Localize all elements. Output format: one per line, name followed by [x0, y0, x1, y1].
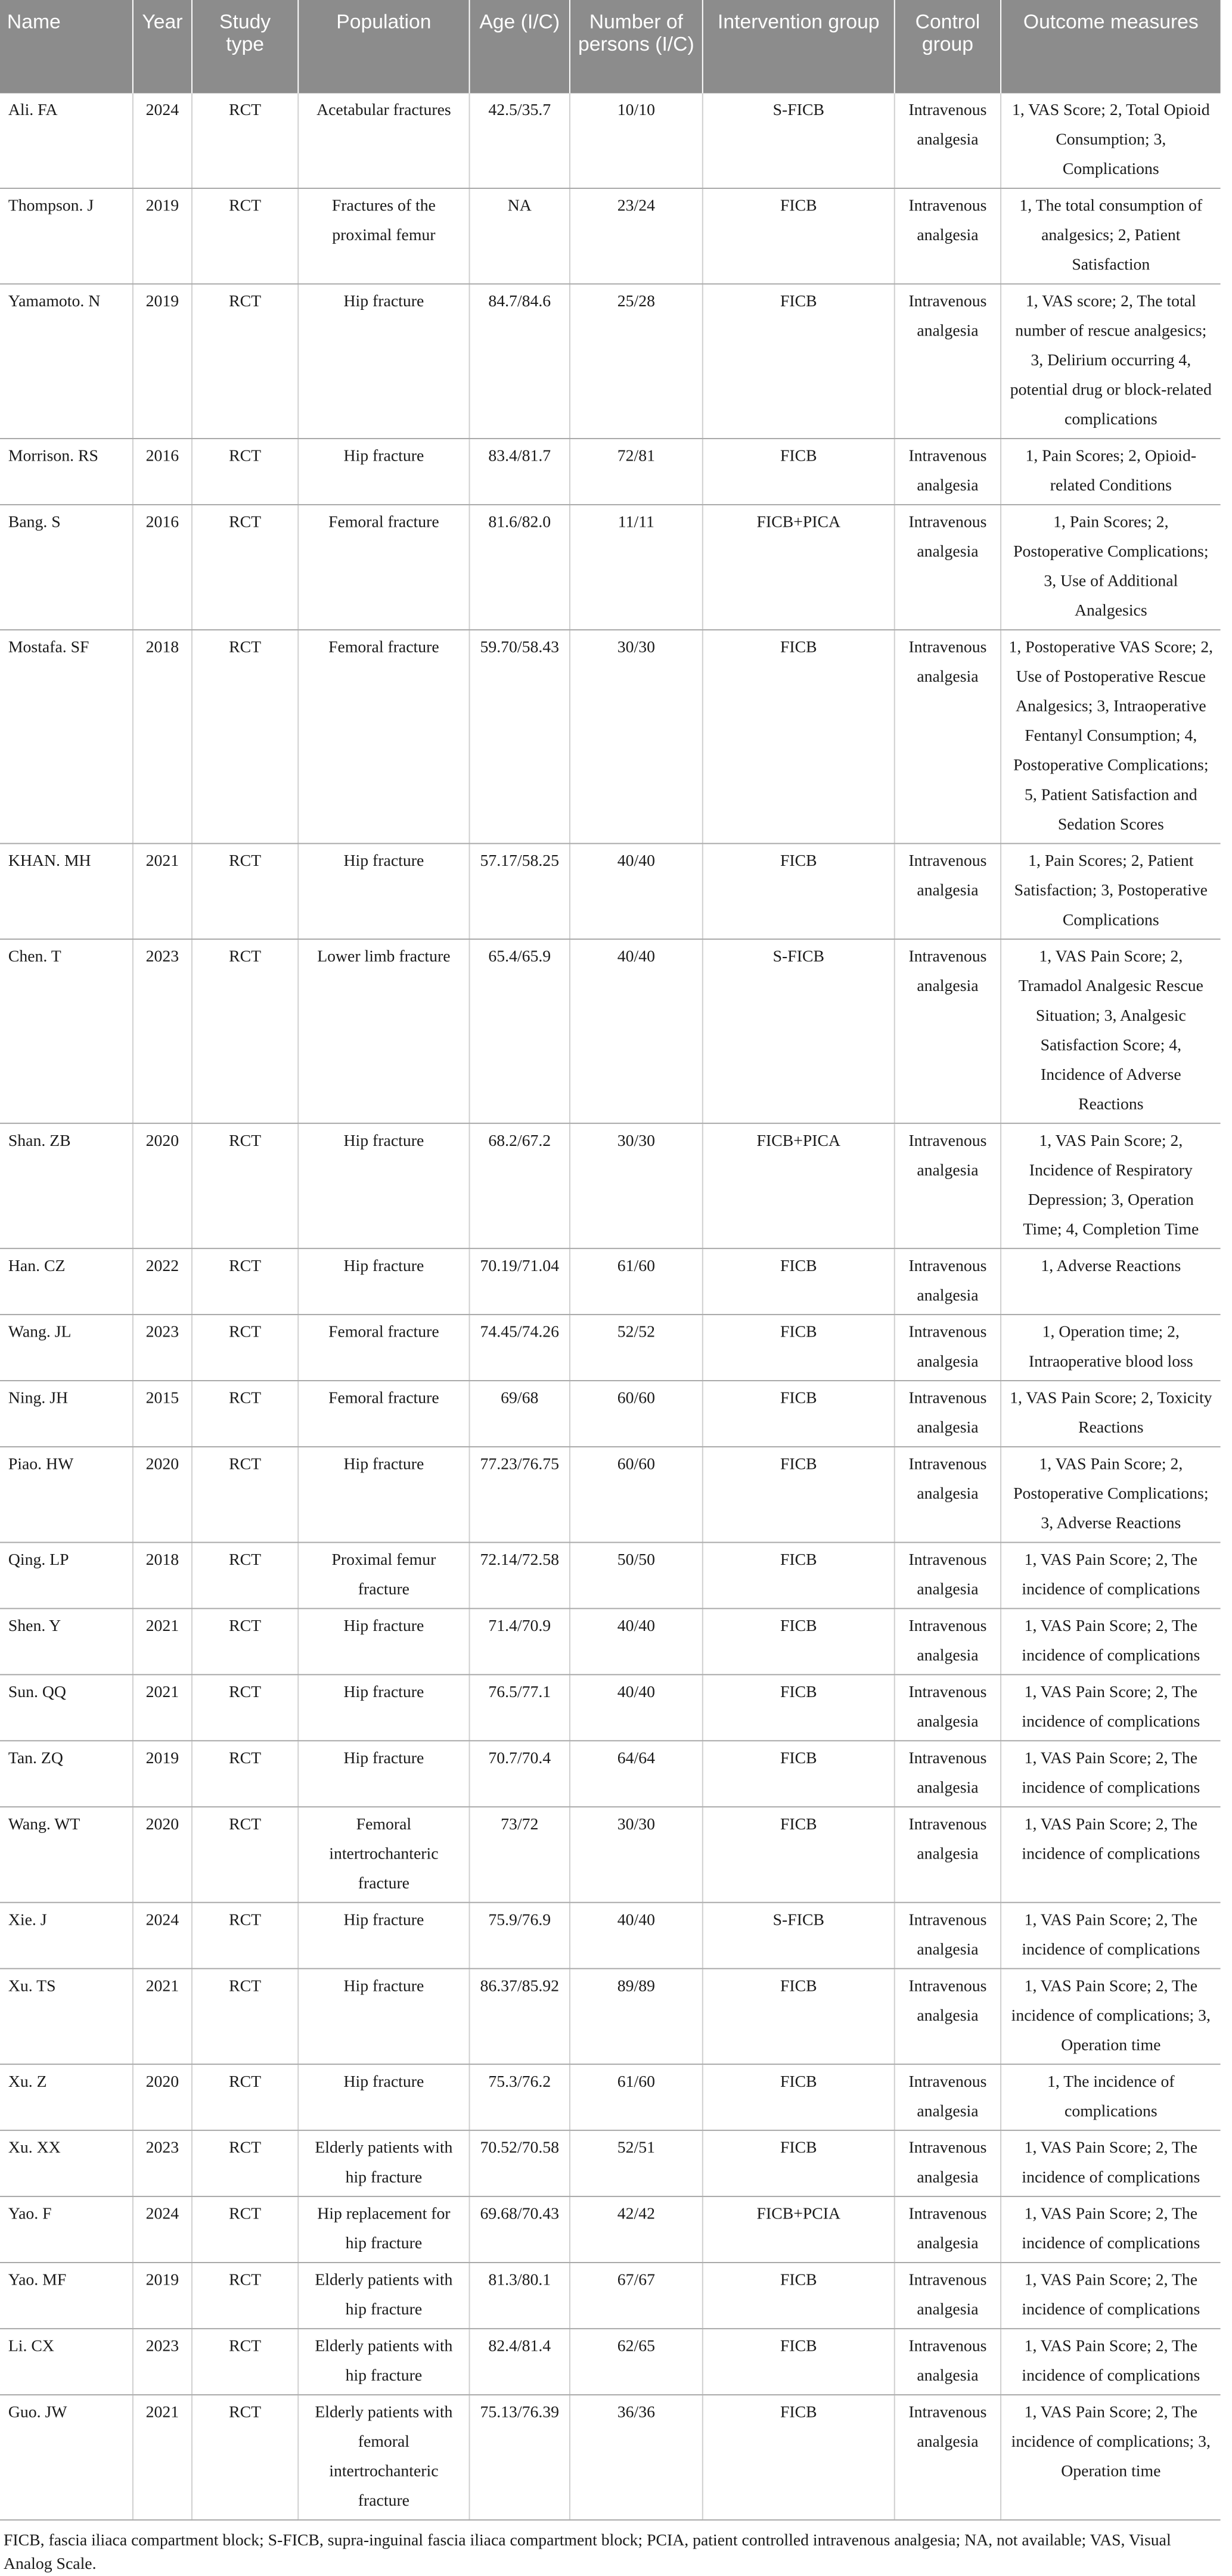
- table-row: [0, 1903, 1221, 1969]
- name-cell: Yao. MF: [0, 2263, 133, 2329]
- age-cell: 72.14/72.58: [470, 1542, 570, 1608]
- year-cell: 2021: [133, 1608, 192, 1674]
- name-cell: Qing. LP: [0, 1542, 133, 1608]
- name-cell: Han. CZ: [0, 1248, 133, 1315]
- name-cell: Yao. F: [0, 2196, 133, 2263]
- year-cell: 2018: [133, 1542, 192, 1608]
- name-cell: Shen. Y: [0, 1608, 133, 1674]
- population-cell: Hip fracture: [298, 1969, 469, 2064]
- table-row: [0, 505, 1221, 630]
- name-cell: Bang. S: [0, 505, 133, 630]
- control-cell: Intravenous analgesia: [895, 939, 1001, 1123]
- table-row: [0, 1315, 1221, 1381]
- age-cell: 77.23/76.75: [470, 1447, 570, 1542]
- name-cell: Thompson. J: [0, 188, 133, 284]
- age-cell: 75.9/76.9: [470, 1903, 570, 1969]
- table-row: [0, 1807, 1221, 1902]
- outcome-cell: 1, VAS Pain Score; 2, The incidence of complications: [1001, 1542, 1221, 1608]
- population-cell: Elderly patients with hip fracture: [298, 2263, 469, 2329]
- table-row: [0, 94, 1221, 188]
- name-cell: Yamamoto. N: [0, 284, 133, 439]
- persons-cell: 89/89: [570, 1969, 703, 2064]
- population-cell: Femoral fracture: [298, 630, 469, 844]
- population-cell: Hip fracture: [298, 439, 469, 505]
- table-row: [0, 1674, 1221, 1741]
- table-row: [0, 188, 1221, 284]
- control-cell: Intravenous analgesia: [895, 1123, 1001, 1248]
- outcome-cell: 1, VAS Pain Score; 2, Tramadol Analgesic Rescue Situation; 3, Analgesic Satisfaction Score; 4, Incidence of Adverse Reactions: [1001, 939, 1221, 1123]
- study-type-cell: RCT: [192, 939, 298, 1123]
- control-cell: Intravenous analgesia: [895, 1741, 1001, 1807]
- study-type-cell: RCT: [192, 94, 298, 188]
- intervention-cell: FICB: [703, 630, 895, 844]
- population-cell: Fractures of the proximal femur: [298, 188, 469, 284]
- intervention-cell: FICB: [703, 1741, 895, 1807]
- outcome-cell: 1, The incidence of complications: [1001, 2064, 1221, 2130]
- population-cell: Acetabular fractures: [298, 94, 469, 188]
- study-type-cell: RCT: [192, 2064, 298, 2130]
- intervention-cell: FICB+PICA: [703, 505, 895, 630]
- intervention-cell: FICB: [703, 1969, 895, 2064]
- year-cell: 2016: [133, 505, 192, 630]
- control-cell: Intravenous analgesia: [895, 2395, 1001, 2520]
- control-cell: Intravenous analgesia: [895, 1807, 1001, 1902]
- persons-cell: 67/67: [570, 2263, 703, 2329]
- name-cell: Wang. JL: [0, 1315, 133, 1381]
- year-cell: 2021: [133, 2395, 192, 2520]
- year-cell: 2023: [133, 1315, 192, 1381]
- outcome-cell: 1, VAS Pain Score; 2, The incidence of complications: [1001, 1674, 1221, 1741]
- age-cell: 74.45/74.26: [470, 1315, 570, 1381]
- year-cell: 2020: [133, 1447, 192, 1542]
- study-type-cell: RCT: [192, 1315, 298, 1381]
- table-row: [0, 2329, 1221, 2395]
- intervention-cell: FICB: [703, 2130, 895, 2196]
- control-cell: Intravenous analgesia: [895, 844, 1001, 939]
- control-cell: Intravenous analgesia: [895, 2196, 1001, 2263]
- age-cell: 83.4/81.7: [470, 439, 570, 505]
- table-row: [0, 630, 1221, 844]
- table-footnote: FICB, fascia iliaca compartment block; S-FICB, supra-inguinal fascia iliaca compartment block; PCIA, patient controlled intravenous analgesia; NA, not available; VAS, Visual Analog Scale.: [3, 2531, 1171, 2574]
- outcome-cell: 1, VAS Pain Score; 2, The incidence of complications; 3, Operation time: [1001, 1969, 1221, 2064]
- population-cell: Proximal femur fracture: [298, 1542, 469, 1608]
- table-row: [0, 1447, 1221, 1542]
- persons-cell: 23/24: [570, 188, 703, 284]
- intervention-cell: FICB: [703, 1381, 895, 1447]
- control-cell: Intravenous analgesia: [895, 1903, 1001, 1969]
- population-cell: Femoral fracture: [298, 1381, 469, 1447]
- intervention-cell: S-FICB: [703, 1903, 895, 1969]
- study-type-cell: RCT: [192, 284, 298, 439]
- control-cell: Intravenous analgesia: [895, 1447, 1001, 1542]
- population-cell: Hip fracture: [298, 2064, 469, 2130]
- study-type-cell: RCT: [192, 1969, 298, 2064]
- name-cell: Shan. ZB: [0, 1123, 133, 1248]
- intervention-cell: FICB: [703, 1674, 895, 1741]
- control-cell: Intravenous analgesia: [895, 1542, 1001, 1608]
- age-cell: 82.4/81.4: [470, 2329, 570, 2395]
- table-row: [0, 2196, 1221, 2263]
- study-type-cell: RCT: [192, 1807, 298, 1902]
- year-cell: 2023: [133, 2130, 192, 2196]
- name-cell: Tan. ZQ: [0, 1741, 133, 1807]
- persons-cell: 11/11: [570, 505, 703, 630]
- persons-cell: 60/60: [570, 1381, 703, 1447]
- control-cell: Intravenous analgesia: [895, 1674, 1001, 1741]
- name-cell: Chen. T: [0, 939, 133, 1123]
- control-cell: Intravenous analgesia: [895, 1381, 1001, 1447]
- intervention-cell: FICB: [703, 1447, 895, 1542]
- age-cell: 70.19/71.04: [470, 1248, 570, 1315]
- study-type-cell: RCT: [192, 188, 298, 284]
- intervention-cell: FICB: [703, 1248, 895, 1315]
- age-cell: 75.13/76.39: [470, 2395, 570, 2520]
- persons-cell: 10/10: [570, 94, 703, 188]
- intervention-cell: FICB: [703, 2263, 895, 2329]
- header-name: Name: [0, 0, 133, 94]
- intervention-cell: FICB: [703, 1315, 895, 1381]
- control-cell: Intravenous analgesia: [895, 1315, 1001, 1381]
- population-cell: Elderly patients with hip fracture: [298, 2329, 469, 2395]
- study-type-cell: RCT: [192, 1542, 298, 1608]
- control-cell: Intravenous analgesia: [895, 2064, 1001, 2130]
- name-cell: Xu. Z: [0, 2064, 133, 2130]
- year-cell: 2023: [133, 939, 192, 1123]
- age-cell: 42.5/35.7: [470, 94, 570, 188]
- name-cell: Xu. TS: [0, 1969, 133, 2064]
- table-row: [0, 844, 1221, 939]
- population-cell: Hip fracture: [298, 1741, 469, 1807]
- table-row: [0, 1542, 1221, 1608]
- name-cell: Ali. FA: [0, 94, 133, 188]
- age-cell: 65.4/65.9: [470, 939, 570, 1123]
- table-row: [0, 1969, 1221, 2064]
- intervention-cell: FICB: [703, 2395, 895, 2520]
- table-header-row: [0, 0, 1221, 94]
- study-type-cell: RCT: [192, 1903, 298, 1969]
- age-cell: 73/72: [470, 1807, 570, 1902]
- outcome-cell: 1, VAS Pain Score; 2, The incidence of complications: [1001, 2130, 1221, 2196]
- outcome-cell: 1, Pain Scores; 2, Postoperative Complications; 3, Use of Additional Analgesics: [1001, 505, 1221, 630]
- intervention-cell: FICB: [703, 284, 895, 439]
- study-type-cell: RCT: [192, 439, 298, 505]
- year-cell: 2019: [133, 188, 192, 284]
- population-cell: Hip fracture: [298, 844, 469, 939]
- year-cell: 2021: [133, 844, 192, 939]
- outcome-cell: 1, VAS Pain Score; 2, The incidence of complications; 3, Operation time: [1001, 2395, 1221, 2520]
- year-cell: 2020: [133, 1807, 192, 1902]
- persons-cell: 30/30: [570, 630, 703, 844]
- study-type-cell: RCT: [192, 2329, 298, 2395]
- intervention-cell: FICB: [703, 2064, 895, 2130]
- name-cell: Piao. HW: [0, 1447, 133, 1542]
- name-cell: Xie. J: [0, 1903, 133, 1969]
- study-type-cell: RCT: [192, 1674, 298, 1741]
- study-type-cell: RCT: [192, 2263, 298, 2329]
- age-cell: NA: [470, 188, 570, 284]
- population-cell: Lower limb fracture: [298, 939, 469, 1123]
- persons-cell: 36/36: [570, 2395, 703, 2520]
- age-cell: 70.52/70.58: [470, 2130, 570, 2196]
- age-cell: 81.6/82.0: [470, 505, 570, 630]
- age-cell: 86.37/85.92: [470, 1969, 570, 2064]
- outcome-cell: 1, VAS Pain Score; 2, The incidence of complications: [1001, 2263, 1221, 2329]
- name-cell: Ning. JH: [0, 1381, 133, 1447]
- year-cell: 2023: [133, 2329, 192, 2395]
- control-cell: Intravenous analgesia: [895, 94, 1001, 188]
- population-cell: Femoral fracture: [298, 505, 469, 630]
- study-type-cell: RCT: [192, 1248, 298, 1315]
- outcome-cell: 1, Pain Scores; 2, Patient Satisfaction; 3, Postoperative Complications: [1001, 844, 1221, 939]
- control-cell: Intravenous analgesia: [895, 2329, 1001, 2395]
- header-intervention-group: Intervention group: [703, 0, 895, 94]
- control-cell: Intravenous analgesia: [895, 1248, 1001, 1315]
- control-cell: Intravenous analgesia: [895, 1608, 1001, 1674]
- population-cell: Hip fracture: [298, 1674, 469, 1741]
- control-cell: Intravenous analgesia: [895, 2130, 1001, 2196]
- persons-cell: 72/81: [570, 439, 703, 505]
- persons-cell: 52/52: [570, 1315, 703, 1381]
- age-cell: 59.70/58.43: [470, 630, 570, 844]
- table-row: [0, 1248, 1221, 1315]
- outcome-cell: 1, VAS Pain Score; 2, The incidence of complications: [1001, 1608, 1221, 1674]
- table-row: [0, 1741, 1221, 1807]
- control-cell: Intravenous analgesia: [895, 188, 1001, 284]
- study-type-cell: RCT: [192, 844, 298, 939]
- study-type-cell: RCT: [192, 1447, 298, 1542]
- persons-cell: 42/42: [570, 2196, 703, 2263]
- control-cell: Intravenous analgesia: [895, 439, 1001, 505]
- year-cell: 2020: [133, 1123, 192, 1248]
- study-type-cell: RCT: [192, 2395, 298, 2520]
- intervention-cell: FICB: [703, 844, 895, 939]
- header-study-type: Study type: [192, 0, 298, 94]
- table-row: [0, 439, 1221, 505]
- control-cell: Intravenous analgesia: [895, 1969, 1001, 2064]
- population-cell: Femoral intertrochanteric fracture: [298, 1807, 469, 1902]
- persons-cell: 30/30: [570, 1807, 703, 1902]
- table-row: [0, 2263, 1221, 2329]
- name-cell: Sun. QQ: [0, 1674, 133, 1741]
- outcome-cell: 1, VAS Pain Score; 2, The incidence of complications: [1001, 1741, 1221, 1807]
- outcome-cell: 1, Operation time; 2, Intraoperative blood loss: [1001, 1315, 1221, 1381]
- age-cell: 84.7/84.6: [470, 284, 570, 439]
- study-type-cell: RCT: [192, 1741, 298, 1807]
- header-number-of-persons: Number of persons (I/C): [570, 0, 703, 94]
- persons-cell: 61/60: [570, 1248, 703, 1315]
- persons-cell: 40/40: [570, 939, 703, 1123]
- population-cell: Hip fracture: [298, 1123, 469, 1248]
- outcome-cell: 1, VAS Pain Score; 2, Postoperative Complications; 3, Adverse Reactions: [1001, 1447, 1221, 1542]
- persons-cell: 52/51: [570, 2130, 703, 2196]
- outcome-cell: 1, Pain Scores; 2, Opioid-related Conditions: [1001, 439, 1221, 505]
- table-row: [0, 1123, 1221, 1248]
- table-row: [0, 2130, 1221, 2196]
- study-type-cell: RCT: [192, 1381, 298, 1447]
- year-cell: 2019: [133, 2263, 192, 2329]
- study-type-cell: RCT: [192, 1123, 298, 1248]
- intervention-cell: FICB: [703, 2329, 895, 2395]
- study-type-cell: RCT: [192, 2196, 298, 2263]
- outcome-cell: 1, VAS Pain Score; 2, The incidence of complications: [1001, 1903, 1221, 1969]
- persons-cell: 30/30: [570, 1123, 703, 1248]
- outcome-cell: 1, VAS Pain Score; 2, The incidence of complications: [1001, 2196, 1221, 2263]
- intervention-cell: FICB: [703, 1807, 895, 1902]
- name-cell: KHAN. MH: [0, 844, 133, 939]
- population-cell: Hip fracture: [298, 1608, 469, 1674]
- name-cell: Guo. JW: [0, 2395, 133, 2520]
- outcome-cell: 1, Adverse Reactions: [1001, 1248, 1221, 1315]
- year-cell: 2021: [133, 1674, 192, 1741]
- header-population: Population: [298, 0, 469, 94]
- study-type-cell: RCT: [192, 1608, 298, 1674]
- intervention-cell: FICB+PICA: [703, 1123, 895, 1248]
- header-age: Age (I/C): [470, 0, 570, 94]
- intervention-cell: FICB: [703, 1608, 895, 1674]
- age-cell: 57.17/58.25: [470, 844, 570, 939]
- outcome-cell: 1, Postoperative VAS Score; 2, Use of Postoperative Rescue Analgesics; 3, Intraoperative Fentanyl Consumption; 4, Postoperative Complications; 5, Patient Satisfaction and Sedation Scores: [1001, 630, 1221, 844]
- header-control-group: Control group: [895, 0, 1001, 94]
- age-cell: 81.3/80.1: [470, 2263, 570, 2329]
- control-cell: Intravenous analgesia: [895, 284, 1001, 439]
- outcome-cell: 1, VAS Pain Score; 2, Incidence of Respiratory Depression; 3, Operation Time; 4, Completion Time: [1001, 1123, 1221, 1248]
- population-cell: Elderly patients with hip fracture: [298, 2130, 469, 2196]
- persons-cell: 62/65: [570, 2329, 703, 2395]
- study-type-cell: RCT: [192, 2130, 298, 2196]
- intervention-cell: FICB+PCIA: [703, 2196, 895, 2263]
- table-row: [0, 284, 1221, 439]
- population-cell: Hip fracture: [298, 284, 469, 439]
- persons-cell: 40/40: [570, 1903, 703, 1969]
- outcome-cell: 1, VAS Pain Score; 2, Toxicity Reactions: [1001, 1381, 1221, 1447]
- persons-cell: 25/28: [570, 284, 703, 439]
- table-row: [0, 1608, 1221, 1674]
- year-cell: 2024: [133, 94, 192, 188]
- year-cell: 2016: [133, 439, 192, 505]
- table-row: [0, 939, 1221, 1123]
- age-cell: 76.5/77.1: [470, 1674, 570, 1741]
- header-year: Year: [133, 0, 192, 94]
- age-cell: 70.7/70.4: [470, 1741, 570, 1807]
- outcome-cell: 1, VAS Pain Score; 2, The incidence of complications: [1001, 1807, 1221, 1902]
- persons-cell: 40/40: [570, 844, 703, 939]
- outcome-cell: 1, VAS score; 2, The total number of rescue analgesics; 3, Delirium occurring 4, potential drug or block-related complications: [1001, 284, 1221, 439]
- population-cell: Elderly patients with femoral intertrochanteric fracture: [298, 2395, 469, 2520]
- population-cell: Hip fracture: [298, 1903, 469, 1969]
- year-cell: 2022: [133, 1248, 192, 1315]
- age-cell: 69/68: [470, 1381, 570, 1447]
- name-cell: Xu. XX: [0, 2130, 133, 2196]
- header-outcome-measures: Outcome measures: [1023, 10, 1199, 33]
- outcome-cell: 1, The total consumption of analgesics; 2, Patient Satisfaction: [1001, 188, 1221, 284]
- age-cell: 68.2/67.2: [470, 1123, 570, 1248]
- table-row: [0, 1381, 1221, 1447]
- year-cell: 2024: [133, 2196, 192, 2263]
- outcome-cell: 1, VAS Score; 2, Total Opioid Consumption; 3, Complications: [1001, 94, 1221, 188]
- year-cell: 2020: [133, 2064, 192, 2130]
- control-cell: Intravenous analgesia: [895, 630, 1001, 844]
- outcome-cell: 1, VAS Pain Score; 2, The incidence of complications: [1001, 2329, 1221, 2395]
- table-body: [0, 94, 1221, 2520]
- persons-cell: 40/40: [570, 1674, 703, 1741]
- table-row: [0, 2064, 1221, 2130]
- name-cell: Morrison. RS: [0, 439, 133, 505]
- persons-cell: 50/50: [570, 1542, 703, 1608]
- year-cell: 2018: [133, 630, 192, 844]
- year-cell: 2015: [133, 1381, 192, 1447]
- population-cell: Hip replacement for hip fracture: [298, 2196, 469, 2263]
- year-cell: 2019: [133, 1741, 192, 1807]
- year-cell: 2024: [133, 1903, 192, 1969]
- age-cell: 71.4/70.9: [470, 1608, 570, 1674]
- intervention-cell: FICB: [703, 439, 895, 505]
- control-cell: Intravenous analgesia: [895, 505, 1001, 630]
- population-cell: Hip fracture: [298, 1447, 469, 1542]
- intervention-cell: FICB: [703, 188, 895, 284]
- age-cell: 69.68/70.43: [470, 2196, 570, 2263]
- table-row: [0, 2395, 1221, 2520]
- year-cell: 2019: [133, 284, 192, 439]
- study-type-cell: RCT: [192, 505, 298, 630]
- intervention-cell: FICB: [703, 1542, 895, 1608]
- persons-cell: 64/64: [570, 1741, 703, 1807]
- population-cell: Femoral fracture: [298, 1315, 469, 1381]
- persons-cell: 40/40: [570, 1608, 703, 1674]
- age-cell: 75.3/76.2: [470, 2064, 570, 2130]
- intervention-cell: S-FICB: [703, 94, 895, 188]
- name-cell: Wang. WT: [0, 1807, 133, 1902]
- study-type-cell: RCT: [192, 630, 298, 844]
- name-cell: Li. CX: [0, 2329, 133, 2395]
- intervention-cell: S-FICB: [703, 939, 895, 1123]
- persons-cell: 61/60: [570, 2064, 703, 2130]
- population-cell: Hip fracture: [298, 1248, 469, 1315]
- control-cell: Intravenous analgesia: [895, 2263, 1001, 2329]
- name-cell: Mostafa. SF: [0, 630, 133, 844]
- year-cell: 2021: [133, 1969, 192, 2064]
- persons-cell: 60/60: [570, 1447, 703, 1542]
